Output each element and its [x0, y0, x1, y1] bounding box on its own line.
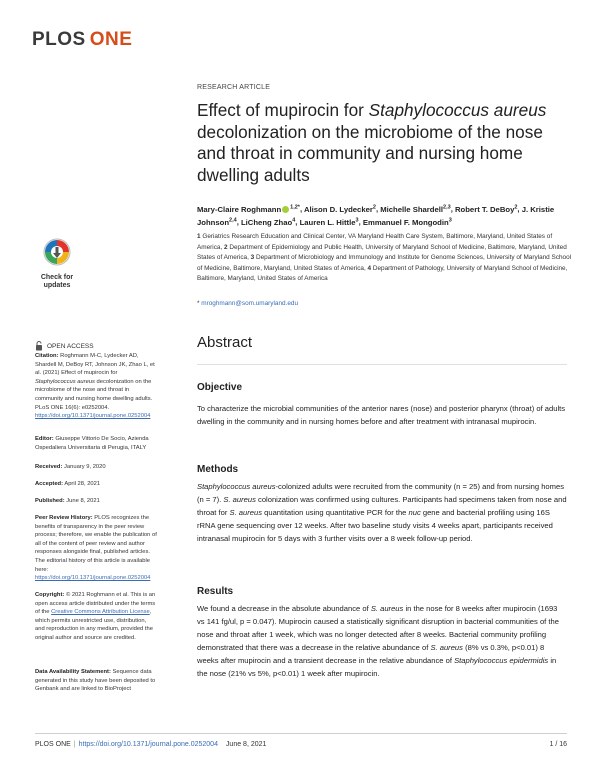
affiliation-item: 4 Department of Pathology, University of Maryland School of Medicine, Baltimore, Maryland, United States of America	[197, 264, 568, 282]
accepted-date: Accepted: April 28, 2021	[35, 481, 101, 487]
article-type: RESEARCH ARTICLE	[197, 84, 271, 91]
peer-review-link[interactable]: https://doi.org/10.1371/journal.pone.0252004	[35, 575, 151, 582]
license-link[interactable]: Creative Commons Attribution License	[51, 609, 150, 616]
journal-logo[interactable]	[32, 29, 132, 51]
open-lock-icon	[35, 341, 43, 351]
page-footer: PLOS ONE | https://doi.org/10.1371/journal.pone.0252004 June 8, 2021	[35, 741, 267, 748]
data-availability-block: Data Availability Statement: Sequence data generated in this study have been deposited to Genbank and are linked to BioProject	[35, 669, 156, 693]
author-name: Michelle Shardell$^{2,3}$	[380, 204, 451, 214]
affiliation-item: 2 Department of Epidemiology and Public Health, University of Maryland School of Medicine, Baltimore, Maryland, United States of America,	[197, 243, 567, 261]
open-access: OPEN ACCESS	[35, 341, 94, 351]
methods-text: Staphylococcus aureus-colonized adults were recruited from the community (n = 25) and from nursing homes (n = 7). S. aureus colonization was confirmed using cultures. Participants had specimens taken from nose and throat for S. aureus quantitation using quantitative PCR for the nuc gene and bacterial profiling using 16S rRNA gene sequencing over 12 weeks. After two baseline study visits 4 weeks apart, participants received intranasal mupirocin for 5 days with 3 further visits over a 8 week follow-up period.	[197, 482, 567, 543]
abstract-divider	[197, 364, 567, 365]
received-date: Received: January 9, 2020	[35, 464, 106, 470]
objective-heading: Objective	[197, 382, 243, 393]
author-name: Emmanuel F. Mongodin$^3$	[362, 217, 452, 227]
check-for-updates-label: Check for updates	[40, 274, 74, 289]
affiliation-item: 3 Department of Microbiology and Immunology and Institute for Genome Sciences, University of Maryland School of Medicine, Baltimore, Maryland, United States of America,	[197, 254, 572, 272]
abstract-heading: Abstract	[197, 334, 253, 351]
check-for-updates-badge[interactable]	[38, 237, 76, 290]
citation-doi-link[interactable]: https://doi.org/10.1371/journal.pone.0252004	[35, 413, 151, 420]
author-name: Mary-Claire Roghmann $^{1,2*}$	[197, 204, 300, 214]
corresponding-email: * mroghmann@som.umaryland.edu	[197, 300, 298, 307]
affiliations	[197, 232, 572, 285]
author-name: Lauren L. Hittle$^3$	[299, 217, 359, 227]
author-list: Mary-Claire Roghmann $^{1,2*}$, Alison D. Lydecker$^2$, Michelle Shardell$^{2,3}$, Robert T. DeBoy$^2$, J. Kristie Johnson$^{2,4}$, LiCheng Zhao$^4$, Lauren L. Hittle$^3$, Emmanuel F. Mongodin$^3$	[197, 204, 555, 227]
check-for-updates-icon	[42, 237, 72, 267]
logo-one: ONE	[89, 29, 133, 50]
article-title: Effect of mupirocin for Staphylococcus aureus decolonization on the microbiome of the nose and throat in community and nursing home dwelling adults	[197, 100, 547, 185]
affiliation-item: 1 Geriatrics Research Education and Clinical Center, VA Maryland Health Care System, Baltimore, Maryland, United States of America,	[197, 233, 553, 251]
results-text: We found a decrease in the absolute abundance of S. aureus in the nose for 8 weeks after mupirocin (1693 vs 141 fg/ul, p = 0.047). Mupirocin caused a statistically significant disruption in bacterial communities of the nose and throat after 1 week, which was no longer detected after 8 weeks. Bacterial community profiling demonstrated that there was a decrease in the relative abundance of S. aureus (8% vs 0.3%, p<0.01) 8 weeks after mupirocin and a transient decrease in the relative abundance of Staphylococcus epidermidis in the nose (21% vs 5%, p<0.01) 1 week after mupirocin.	[197, 604, 559, 678]
orcid-icon[interactable]	[282, 206, 289, 213]
methods-heading: Methods	[197, 464, 239, 475]
published-date: Published: June 8, 2021	[35, 498, 100, 504]
page-number: 1 / 16	[549, 741, 567, 748]
results-heading: Results	[197, 586, 234, 597]
citation-block: Citation: Roghmann M-C, Lydecker AD, Shardell M, DeBoy RT, Johnson JK, Zhao L, et al. (2021) Effect of mupirocin for Staphylococcus aureus decolonization on the microbiome of the nose and throat in community and nursing home dwelling adults. PLoS ONE 16(6): e0252004. https://doi.org/10.1371/journal.pone.0252004	[35, 353, 155, 420]
author-name: Robert T. DeBoy$^2$	[454, 204, 518, 214]
objective-text: To characterize the microbial communities of the anterior nares (nose) and posterior pharynx (throat) of adults dwelling in the community and in nursing homes before and after treatment with intranasal mupirocin.	[197, 404, 566, 426]
editor-block: Editor: Giuseppe Vittorio De Socio, Azienda Ospedaliera Universitaria di Perugia, ITALY	[35, 436, 149, 451]
logo-plos: PLOS	[32, 29, 86, 50]
author-name: LiCheng Zhao$^4$	[240, 217, 296, 227]
author-name: J. Kristie Johnson$^{2,4}$	[197, 204, 555, 227]
footer-doi-link[interactable]: https://doi.org/10.1371/journal.pone.0252004	[78, 741, 218, 748]
copyright-block: Copyright: © 2021 Roghmann et al. This is an open access article distributed under the terms of the Creative Commons Attribution License, which permits unrestricted use, distribution, and reproduction in any medium, provided the original author and source are credited.	[35, 592, 156, 641]
email-link[interactable]: mroghmann@som.umaryland.edu	[201, 300, 298, 307]
peer-review-block: Peer Review History: PLOS recognizes the benefits of transparency in the peer review process; therefore, we enable the publication of all of the content of peer review and author responses alongside final, published articles. The editorial history of this article is available here: https://doi.org/10.1371/journal.pone.0252004	[35, 515, 157, 582]
footer-divider	[35, 733, 567, 734]
author-name: Alison D. Lydecker$^2$	[303, 204, 376, 214]
